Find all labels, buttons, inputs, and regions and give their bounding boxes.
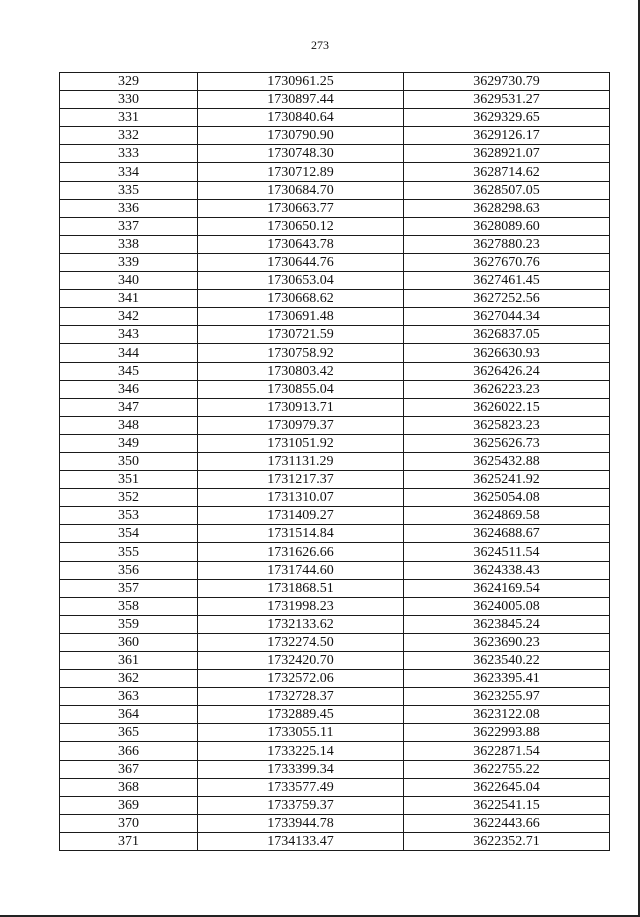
table-row <box>60 452 610 470</box>
point-number-cell: 369 <box>60 796 198 814</box>
point-number-cell: 358 <box>60 597 198 615</box>
table-row <box>60 91 610 109</box>
x-coordinate-cell: 1732274.50 <box>198 633 404 651</box>
y-coordinate-cell: 3628507.05 <box>404 181 610 199</box>
point-number-cell: 339 <box>60 253 198 271</box>
y-coordinate-cell: 3623122.08 <box>404 706 610 724</box>
table-row <box>60 633 610 651</box>
table-row <box>60 181 610 199</box>
x-coordinate-cell: 1730758.92 <box>198 344 404 362</box>
x-coordinate-cell: 1731051.92 <box>198 434 404 452</box>
x-coordinate-cell: 1730748.30 <box>198 145 404 163</box>
y-coordinate-cell: 3629329.65 <box>404 109 610 127</box>
point-number-cell: 370 <box>60 814 198 832</box>
point-number-cell: 330 <box>60 91 198 109</box>
point-number-cell: 371 <box>60 832 198 850</box>
table-row <box>60 652 610 670</box>
point-number-cell: 333 <box>60 145 198 163</box>
point-number-cell: 362 <box>60 670 198 688</box>
y-coordinate-cell: 3624869.58 <box>404 507 610 525</box>
table-row <box>60 290 610 308</box>
point-number-cell: 350 <box>60 452 198 470</box>
y-coordinate-cell: 3623255.97 <box>404 688 610 706</box>
table-row <box>60 543 610 561</box>
y-coordinate-cell: 3625432.88 <box>404 452 610 470</box>
table-row <box>60 380 610 398</box>
y-coordinate-cell: 3625823.23 <box>404 416 610 434</box>
x-coordinate-cell: 1731310.07 <box>198 489 404 507</box>
point-number-cell: 351 <box>60 471 198 489</box>
y-coordinate-cell: 3623845.24 <box>404 615 610 633</box>
x-coordinate-cell: 1732728.37 <box>198 688 404 706</box>
x-coordinate-cell: 1733759.37 <box>198 796 404 814</box>
point-number-cell: 364 <box>60 706 198 724</box>
y-coordinate-cell: 3626426.24 <box>404 362 610 380</box>
x-coordinate-cell: 1732889.45 <box>198 706 404 724</box>
y-coordinate-cell: 3628298.63 <box>404 199 610 217</box>
point-number-cell: 359 <box>60 615 198 633</box>
point-number-cell: 348 <box>60 416 198 434</box>
y-coordinate-cell: 3628921.07 <box>404 145 610 163</box>
point-number-cell: 352 <box>60 489 198 507</box>
point-number-cell: 332 <box>60 127 198 145</box>
x-coordinate-cell: 1730913.71 <box>198 398 404 416</box>
point-number-cell: 331 <box>60 109 198 127</box>
table-row <box>60 688 610 706</box>
table-row <box>60 145 610 163</box>
y-coordinate-cell: 3627044.34 <box>404 308 610 326</box>
y-coordinate-cell: 3623395.41 <box>404 670 610 688</box>
x-coordinate-cell: 1730712.89 <box>198 163 404 181</box>
y-coordinate-cell: 3627880.23 <box>404 235 610 253</box>
y-coordinate-cell: 3625054.08 <box>404 489 610 507</box>
x-coordinate-cell: 1733399.34 <box>198 760 404 778</box>
point-number-cell: 343 <box>60 326 198 344</box>
x-coordinate-cell: 1730644.76 <box>198 253 404 271</box>
table-row <box>60 796 610 814</box>
x-coordinate-cell: 1733577.49 <box>198 778 404 796</box>
x-coordinate-cell: 1730650.12 <box>198 217 404 235</box>
y-coordinate-cell: 3626223.23 <box>404 380 610 398</box>
y-coordinate-cell: 3623540.22 <box>404 652 610 670</box>
y-coordinate-cell: 3624688.67 <box>404 525 610 543</box>
y-coordinate-cell: 3622645.04 <box>404 778 610 796</box>
table-row <box>60 525 610 543</box>
y-coordinate-cell: 3622352.71 <box>404 832 610 850</box>
x-coordinate-cell: 1730979.37 <box>198 416 404 434</box>
table-row <box>60 724 610 742</box>
point-number-cell: 340 <box>60 272 198 290</box>
x-coordinate-cell: 1730663.77 <box>198 199 404 217</box>
table-row <box>60 326 610 344</box>
x-coordinate-cell: 1730684.70 <box>198 181 404 199</box>
table-row <box>60 199 610 217</box>
y-coordinate-cell: 3622443.66 <box>404 814 610 832</box>
table-row <box>60 362 610 380</box>
point-number-cell: 356 <box>60 561 198 579</box>
x-coordinate-cell: 1730643.78 <box>198 235 404 253</box>
point-number-cell: 366 <box>60 742 198 760</box>
y-coordinate-cell: 3625626.73 <box>404 434 610 452</box>
point-number-cell: 349 <box>60 434 198 452</box>
table-row <box>60 489 610 507</box>
x-coordinate-cell: 1733225.14 <box>198 742 404 760</box>
point-number-cell: 355 <box>60 543 198 561</box>
y-coordinate-cell: 3624338.43 <box>404 561 610 579</box>
x-coordinate-cell: 1731744.60 <box>198 561 404 579</box>
table-row <box>60 615 610 633</box>
table-row <box>60 235 610 253</box>
y-coordinate-cell: 3626630.93 <box>404 344 610 362</box>
point-number-cell: 345 <box>60 362 198 380</box>
x-coordinate-cell: 1730961.25 <box>198 73 404 91</box>
table-row <box>60 561 610 579</box>
table-row <box>60 217 610 235</box>
table-row <box>60 706 610 724</box>
y-coordinate-cell: 3624005.08 <box>404 597 610 615</box>
table-row <box>60 742 610 760</box>
y-coordinate-cell: 3622541.15 <box>404 796 610 814</box>
point-number-cell: 354 <box>60 525 198 543</box>
x-coordinate-cell: 1731868.51 <box>198 579 404 597</box>
y-coordinate-cell: 3622755.22 <box>404 760 610 778</box>
x-coordinate-cell: 1730721.59 <box>198 326 404 344</box>
x-coordinate-cell: 1731514.84 <box>198 525 404 543</box>
point-number-cell: 329 <box>60 73 198 91</box>
table-row <box>60 127 610 145</box>
table-row <box>60 471 610 489</box>
x-coordinate-cell: 1730668.62 <box>198 290 404 308</box>
y-coordinate-cell: 3624169.54 <box>404 579 610 597</box>
y-coordinate-cell: 3627252.56 <box>404 290 610 308</box>
table-row <box>60 507 610 525</box>
coordinates-table <box>59 72 610 851</box>
x-coordinate-cell: 1733055.11 <box>198 724 404 742</box>
table-row <box>60 163 610 181</box>
x-coordinate-cell: 1732420.70 <box>198 652 404 670</box>
y-coordinate-cell: 3623690.23 <box>404 633 610 651</box>
x-coordinate-cell: 1730691.48 <box>198 308 404 326</box>
x-coordinate-cell: 1730897.44 <box>198 91 404 109</box>
y-coordinate-cell: 3629730.79 <box>404 73 610 91</box>
y-coordinate-cell: 3628714.62 <box>404 163 610 181</box>
x-coordinate-cell: 1731409.27 <box>198 507 404 525</box>
table-row <box>60 109 610 127</box>
table-row <box>60 597 610 615</box>
x-coordinate-cell: 1731626.66 <box>198 543 404 561</box>
y-coordinate-cell: 3622993.88 <box>404 724 610 742</box>
table-row <box>60 73 610 91</box>
point-number-cell: 360 <box>60 633 198 651</box>
x-coordinate-cell: 1730653.04 <box>198 272 404 290</box>
y-coordinate-cell: 3622871.54 <box>404 742 610 760</box>
y-coordinate-cell: 3624511.54 <box>404 543 610 561</box>
point-number-cell: 353 <box>60 507 198 525</box>
point-number-cell: 361 <box>60 652 198 670</box>
x-coordinate-cell: 1730855.04 <box>198 380 404 398</box>
point-number-cell: 334 <box>60 163 198 181</box>
page-number: 273 <box>311 38 329 52</box>
x-coordinate-cell: 1730803.42 <box>198 362 404 380</box>
table-row <box>60 579 610 597</box>
x-coordinate-cell: 1731131.29 <box>198 452 404 470</box>
table-row <box>60 398 610 416</box>
y-coordinate-cell: 3629531.27 <box>404 91 610 109</box>
point-number-cell: 365 <box>60 724 198 742</box>
table-row <box>60 778 610 796</box>
table-row <box>60 760 610 778</box>
point-number-cell: 335 <box>60 181 198 199</box>
x-coordinate-cell: 1732572.06 <box>198 670 404 688</box>
table-row <box>60 308 610 326</box>
table-row <box>60 814 610 832</box>
point-number-cell: 346 <box>60 380 198 398</box>
x-coordinate-cell: 1734133.47 <box>198 832 404 850</box>
point-number-cell: 347 <box>60 398 198 416</box>
y-coordinate-cell: 3628089.60 <box>404 217 610 235</box>
point-number-cell: 357 <box>60 579 198 597</box>
y-coordinate-cell: 3626837.05 <box>404 326 610 344</box>
point-number-cell: 344 <box>60 344 198 362</box>
table-row <box>60 272 610 290</box>
point-number-cell: 338 <box>60 235 198 253</box>
table-row <box>60 434 610 452</box>
y-coordinate-cell: 3627461.45 <box>404 272 610 290</box>
table-row <box>60 253 610 271</box>
x-coordinate-cell: 1731217.37 <box>198 471 404 489</box>
point-number-cell: 336 <box>60 199 198 217</box>
point-number-cell: 341 <box>60 290 198 308</box>
point-number-cell: 337 <box>60 217 198 235</box>
table-row <box>60 416 610 434</box>
x-coordinate-cell: 1731998.23 <box>198 597 404 615</box>
coordinates-table-body <box>60 73 610 851</box>
point-number-cell: 368 <box>60 778 198 796</box>
y-coordinate-cell: 3626022.15 <box>404 398 610 416</box>
point-number-cell: 367 <box>60 760 198 778</box>
table-row <box>60 832 610 850</box>
y-coordinate-cell: 3629126.17 <box>404 127 610 145</box>
y-coordinate-cell: 3627670.76 <box>404 253 610 271</box>
table-row <box>60 670 610 688</box>
x-coordinate-cell: 1730840.64 <box>198 109 404 127</box>
point-number-cell: 342 <box>60 308 198 326</box>
table-row <box>60 344 610 362</box>
x-coordinate-cell: 1730790.90 <box>198 127 404 145</box>
y-coordinate-cell: 3625241.92 <box>404 471 610 489</box>
point-number-cell: 363 <box>60 688 198 706</box>
x-coordinate-cell: 1733944.78 <box>198 814 404 832</box>
x-coordinate-cell: 1732133.62 <box>198 615 404 633</box>
